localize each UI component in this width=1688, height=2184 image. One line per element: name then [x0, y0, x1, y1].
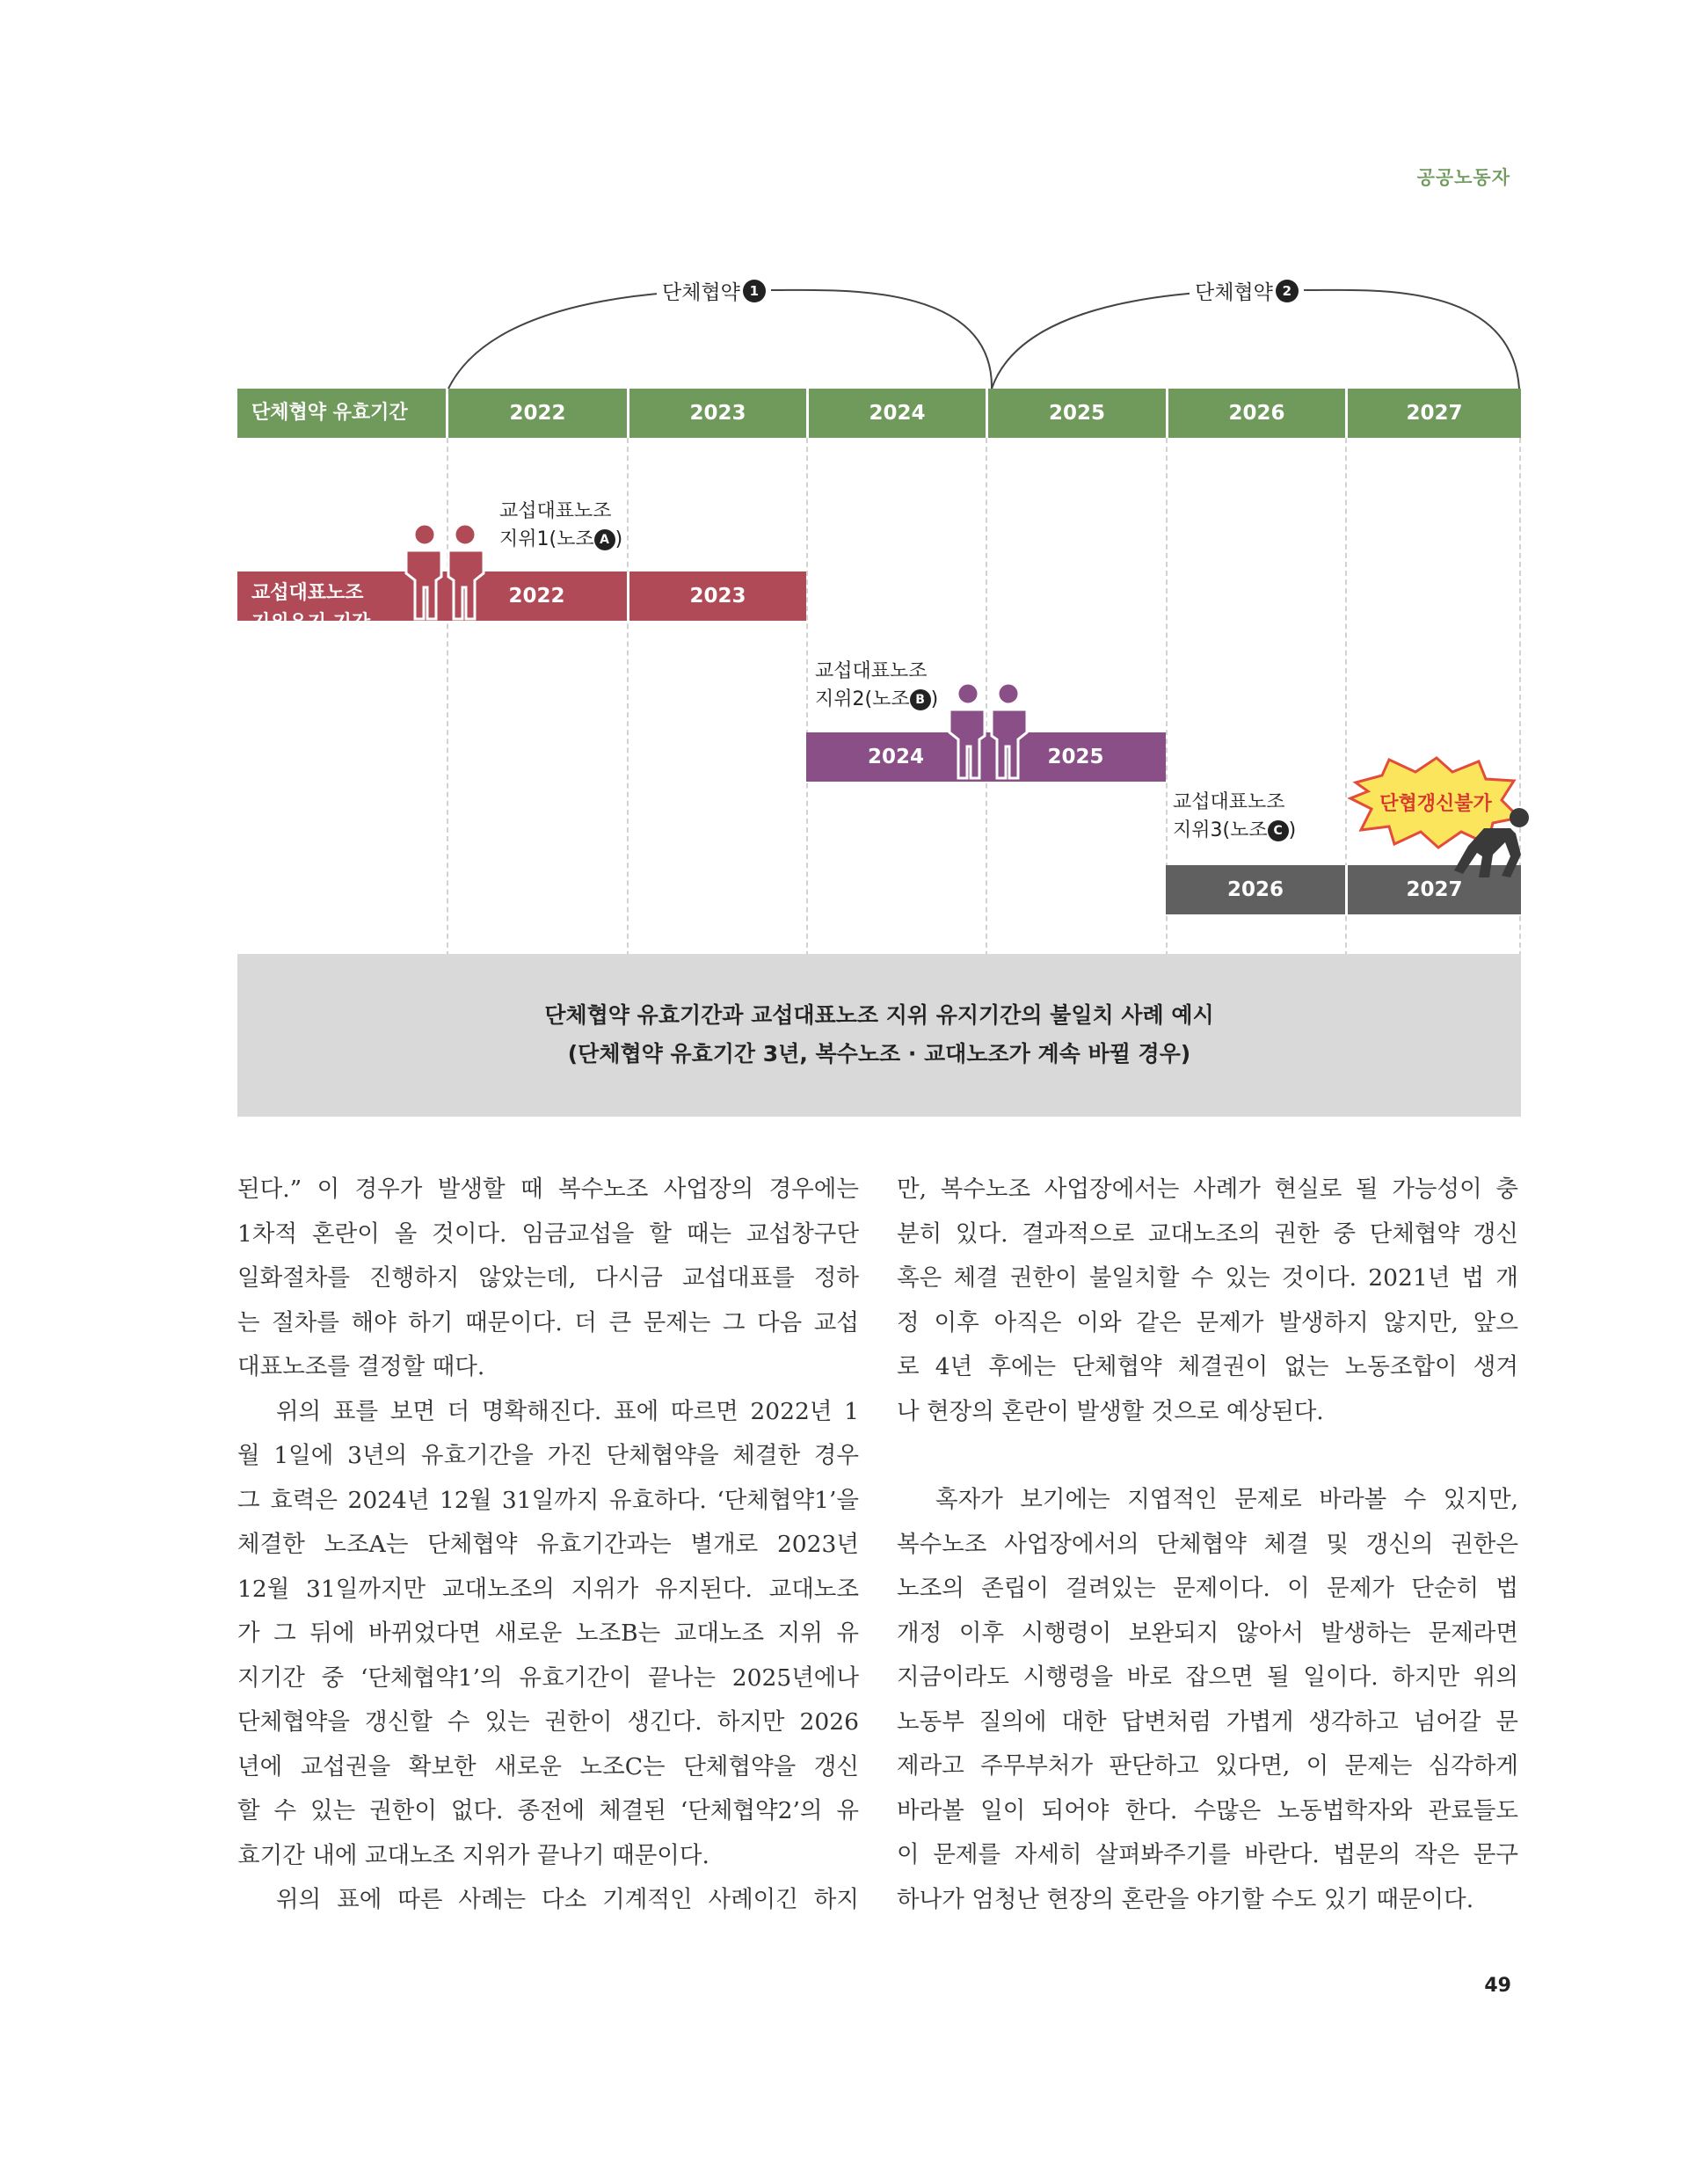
- agreement-1-label: 단체협약 1: [657, 276, 771, 305]
- text-line: 이 문제를 자세히 살펴봐주기를 바란다. 법문의 작은 문구: [897, 1841, 1518, 1868]
- text-line: 일화절차를 진행하지 않았는데, 다시금 교섭대표를 정하: [237, 1264, 859, 1292]
- right-column: [897, 1168, 1518, 1922]
- diagram-caption: [237, 954, 1521, 1117]
- renewal-impossible-label: 단협갱신불가: [1379, 793, 1492, 815]
- status-1-bar: [237, 571, 806, 634]
- text-line: 분히 있다. 결과적으로 교대노조의 권한 중 단체협약 갱신: [897, 1219, 1518, 1248]
- year-cell: 2022: [508, 585, 565, 608]
- caption-line-2: (단체협약 유효기간 3년, 복수노조 · 교대노조가 계속 바뀔 경우): [567, 1041, 1191, 1067]
- section-label: 공공노동자: [1416, 167, 1510, 188]
- agreement-arcs: [237, 264, 1521, 396]
- text-line: 정 이후 아직은 이와 같은 문제가 발생하지 않지만, 앞으: [897, 1308, 1518, 1336]
- year-cell: 2025: [1047, 746, 1104, 768]
- text-line: 제라고 주무부처가 판단하고 있다면, 이 문제는 심각하게: [897, 1752, 1518, 1780]
- year-cell: 2025: [986, 389, 1166, 438]
- text-line: 그 효력은 2024년 12월 31일까지 유효하다. ‘단체협약1’을: [237, 1486, 859, 1514]
- text-line: 노조의 존립이 걸려있는 문제이다. 이 문제가 단순히 법: [897, 1575, 1518, 1602]
- status-2-label: 교섭대표노조 지위2(노조 B ): [815, 660, 939, 710]
- year-cell: 2026: [1166, 389, 1345, 438]
- year-cell: 2022: [446, 389, 627, 438]
- row-label: 단체협약 유효기간: [237, 389, 446, 438]
- year-cell: 2024: [867, 746, 924, 768]
- year-cell: 2023: [627, 389, 806, 438]
- text-line: 로 4년 후에는 단체협약 체결권이 없는 노동조합이 생겨: [897, 1353, 1518, 1380]
- status-3-label: 교섭대표노조 지위3(노조 C ): [1173, 791, 1297, 841]
- text-line: 위의 표를 보면 더 명확해진다. 표에 따르면 2022년 1: [276, 1397, 859, 1425]
- guide-line: [806, 438, 808, 965]
- text-line: 체결한 노조A는 단체협약 유효기간과는 별개로 2023년: [237, 1531, 859, 1558]
- text-line: 나 현장의 혼란이 발생할 것으로 예상된다.: [897, 1397, 1324, 1425]
- number-badge: 2: [1276, 280, 1299, 302]
- number-badge: 1: [743, 280, 766, 302]
- year-cell: 2027: [1345, 865, 1521, 914]
- guide-line: [627, 438, 629, 965]
- handshake-people-icon: [939, 680, 1037, 785]
- text-line: 복수노조 사업장에서의 단체협약 체결 및 갱신의 권한은: [897, 1530, 1518, 1558]
- left-column: [237, 1168, 859, 1923]
- text-line: 개정 이후 시행령이 보완되지 않아서 발생하는 문제라면: [897, 1619, 1518, 1647]
- year-cell: 2024: [806, 389, 986, 438]
- year-cell: 2026: [1226, 878, 1284, 901]
- text-line: 가 그 뒤에 바뀌었다면 새로운 노조B는 교대노조 지위 유: [237, 1620, 859, 1647]
- text-line: 된다.” 이 경우가 발생할 때 복수노조 사업장의 경우에는: [237, 1176, 859, 1203]
- union-b-badge: B: [910, 689, 931, 710]
- caption-line-1: 단체협약 유효기간과 교섭대표노조 지위 유지기간의 불일치 사례 예시: [544, 1002, 1214, 1028]
- text-line: 1차적 혼란이 올 것이다. 임금교섭을 할 때는 교섭창구단: [237, 1219, 859, 1248]
- agreement-2-label: 단체협약 2: [1190, 276, 1304, 305]
- status-1-label: 교섭대표노조 지위1(노조 A ): [499, 500, 623, 550]
- text-line: 하나가 엄청난 현장의 혼란을 야기할 수도 있기 때문이다.: [897, 1885, 1474, 1913]
- text-line: 지기간 중 ‘단체협약1’의 유효기간이 끝나는 2025년에나: [237, 1663, 859, 1692]
- guide-line: [447, 438, 448, 965]
- text-line: 지금이라도 시행령을 바로 잡으면 될 일이다. 하지만 위의: [897, 1663, 1518, 1691]
- text-line: 할 수 있는 권한이 없다. 종전에 체결된 ‘단체협약2’의 유: [237, 1797, 859, 1824]
- text-line: 혹은 체결 권한이 불일치할 수 있는 것이다. 2021년 법 개: [897, 1264, 1518, 1292]
- text-line: 는 절차를 해야 하기 때문이다. 더 큰 문제는 그 다음 교섭: [237, 1308, 859, 1336]
- year-cell: 2027: [1345, 389, 1521, 438]
- text-line: 위의 표에 따른 사례는 다소 기계적인 사례이긴 하지: [276, 1886, 859, 1913]
- page-number: 49: [1484, 1975, 1511, 1997]
- text-line: 바라볼 일이 되어야 한다. 수많은 노동법학자와 관료들도: [897, 1796, 1518, 1824]
- validity-period-row: [237, 389, 1521, 438]
- union-a-badge: A: [594, 529, 615, 550]
- fallen-person-icon: [1449, 802, 1537, 881]
- year-cell: 2023: [627, 571, 806, 621]
- text-line: 12월 31일까지만 교대노조의 지위가 유지된다. 교대노조: [237, 1575, 859, 1603]
- text-line: 년에 교섭권을 확보한 새로운 노조C는 단체협약을 갱신: [237, 1752, 859, 1780]
- diagram: [237, 264, 1521, 1152]
- text-line: 대표노조를 결정할 때다.: [237, 1353, 485, 1380]
- text-line: 단체협약을 갱신할 수 있는 권한이 생긴다. 하지만 2026: [237, 1708, 859, 1736]
- bar-row-label: 교섭대표노조 지위유지 기간: [251, 582, 371, 634]
- text-line: 혹자가 보기에는 지엽적인 문제로 바라볼 수 있지만,: [935, 1486, 1518, 1513]
- handshake-people-icon: [396, 521, 494, 626]
- text-line: 효기간 내에 교대노조 지위가 끝나기 때문이다.: [237, 1841, 709, 1869]
- text-line: 노동부 질의에 대한 답변처럼 가볍게 생각하고 넘어갈 문: [897, 1707, 1518, 1736]
- text-line: 월 1일에 3년의 유효기간을 가진 단체협약을 체결한 경우: [237, 1442, 859, 1469]
- text-line: 만, 복수노조 사업장에서는 사례가 현실로 될 가능성이 충: [897, 1176, 1518, 1203]
- union-c-badge: C: [1268, 820, 1289, 841]
